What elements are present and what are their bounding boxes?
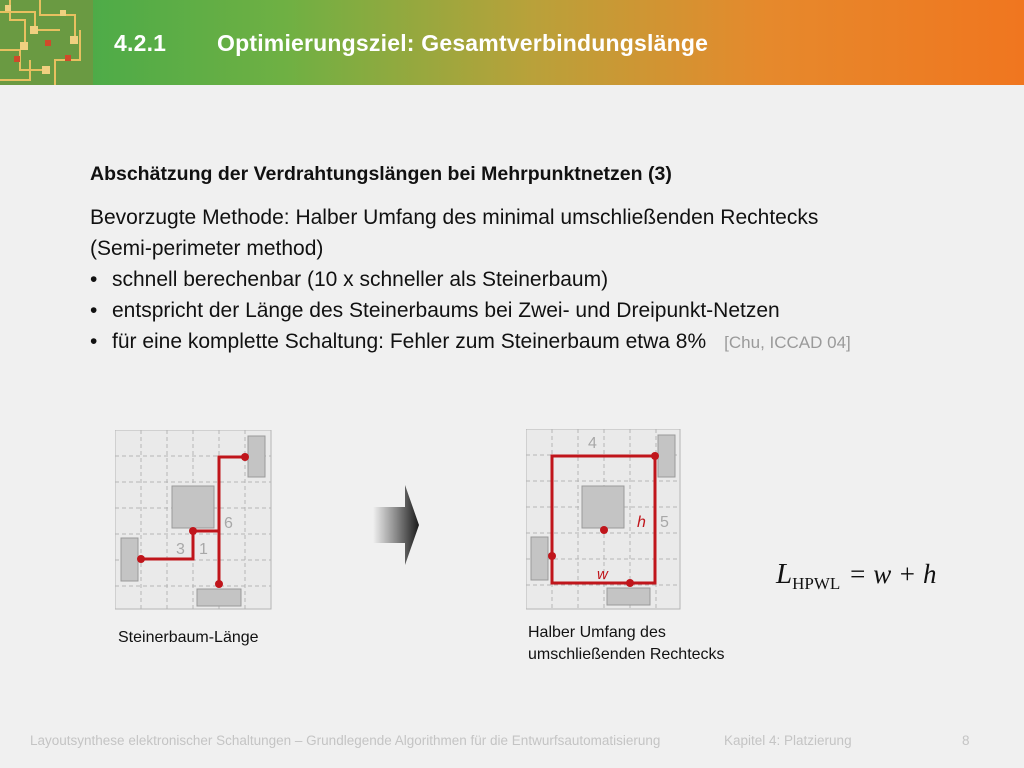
segment-label-1: 1 [199,541,208,558]
width-label: w [597,566,608,583]
pin [651,452,659,460]
hpwl-caption-line-2: umschließenden Rechtecks [528,646,725,663]
section-number: 4.2.1 [114,30,167,56]
content-subtitle: Abschätzung der Verdrahtungslängen bei Mehrpunktnetzen (3) [90,163,672,185]
intro-line-1: Bevorzugte Methode: Halber Umfang des minimal umschließenden Rechtecks [90,206,819,229]
segment-label-6: 6 [224,515,233,532]
cell-block [607,588,650,605]
segment-label-3: 3 [176,541,185,558]
formula-subscript: HPWL [792,574,841,593]
segment-label-4: 4 [588,435,597,452]
pin [215,580,223,588]
circuit-board-logo [0,0,93,85]
bullet-text: für eine komplette Schaltung: Fehler zum Steinerbaum etwa 8% [112,330,707,353]
pin [189,527,197,535]
bounding-box-diagram [526,429,681,610]
hpwl-caption [528,622,725,666]
pin [137,555,145,563]
formula-rhs: = w + h [848,559,937,589]
pin [241,453,249,461]
cell-block [248,436,265,477]
footer-page-number: 8 [962,733,970,748]
hpwl-caption-line-1: Halber Umfang des [528,624,666,641]
header-bar [0,0,1024,85]
steiner-tree-diagram [115,430,272,610]
cell-block [172,486,214,528]
bullet-item: • entspricht der Länge des Steinerbaums bei Zwei- und Dreipunkt-Netzen [90,295,990,326]
main-content [90,163,990,358]
page-title [114,30,708,57]
footer-chapter: Kapitel 4: Platzierung [724,733,852,748]
arrow-right-icon [373,485,420,565]
cell-block [121,538,138,581]
cell-block [197,589,241,606]
pin [548,552,556,560]
cell-block [531,537,548,580]
pin [626,579,634,587]
segment-label-5: 5 [660,514,669,531]
steiner-caption: Steinerbaum-Länge [118,629,259,646]
pin [600,526,608,534]
height-label: h [637,514,646,531]
bullet-item [90,326,990,358]
footer-course: Layoutsynthese elektronischer Schaltungen – Grundlegende Algorithmen für die Entwurfsautomatisierung [30,733,661,748]
hpwl-formula [776,558,937,591]
formula-L: L [776,558,793,590]
intro-line-2: (Semi-perimeter method) [90,237,324,260]
section-title: Optimierungsziel: Gesamtverbindungslänge [217,30,709,56]
cell-block [658,435,675,477]
cell-block [582,486,624,528]
citation: [Chu, ICCAD 04] [724,333,851,352]
bullet-item: • schnell berechenbar (10 x schneller als Steinerbaum) [90,264,990,295]
